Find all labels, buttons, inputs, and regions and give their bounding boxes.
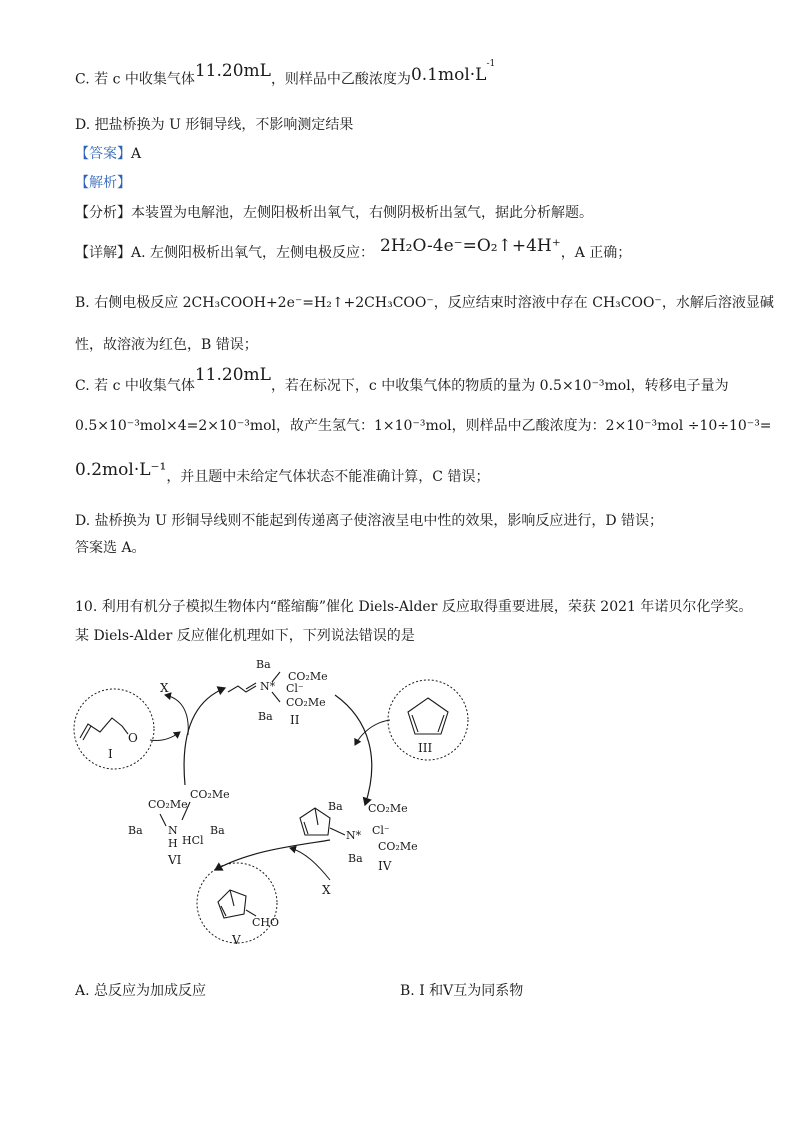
option-b: B. I 和V互为同系物 xyxy=(400,983,524,999)
fenxi-label: 【分析】 xyxy=(75,205,131,221)
c-line3-conc: 0.2mol·L⁻¹ xyxy=(75,460,167,480)
answer-line xyxy=(75,144,141,164)
i-arrow xyxy=(150,732,180,741)
x-bottom-label: X xyxy=(322,883,331,897)
fenxi-text: 本装置为电解池，左侧阳极析出氧气，右侧阴极析出氢气，据此分析解题。 xyxy=(131,205,593,221)
answer-value: A xyxy=(131,146,142,162)
option-c-conc-sup: -1 xyxy=(486,59,496,69)
label-i: I xyxy=(108,747,113,761)
compound-v-circle xyxy=(197,863,280,943)
c-line3-rest: ，并且题中未给定气体状态不能准确计算，C 错误； xyxy=(166,469,490,485)
cycle-arc-right xyxy=(335,695,372,805)
iv-cl: Cl⁻ xyxy=(372,824,390,837)
answer-label: 【答案】 xyxy=(75,146,131,162)
iv-co2me-bottom: CO₂Me xyxy=(378,840,418,853)
v-cho: CHO xyxy=(252,916,280,929)
c-line2: 0.5×10⁻³mol×4=2×10⁻³mol，故产生氢气：1×10⁻³mol，则样品中乙酸浓度为：2×10⁻³mol ÷10÷10⁻³= xyxy=(75,418,772,434)
x-bottom-arrow xyxy=(290,848,330,880)
q10-line1: 10. 利用有机分子模拟生物体内“醛缩酶”催化 Diels-Alder 反应取得重要进展，荣获 2021 年诺贝尔化学奖。 xyxy=(75,599,753,615)
iii-arrow xyxy=(355,720,390,745)
x-top-label: X xyxy=(160,681,169,695)
d-line: D. 盐桥换为 U 形铜导线则不能起到传递离子使溶液呈电中性的效果，影响反应进行，D 错误； xyxy=(75,513,663,529)
xiangjie-label: 【详解】 xyxy=(75,245,131,261)
compound-v-bicycle xyxy=(218,890,246,918)
xiangjie-line xyxy=(75,236,632,263)
vi-co2me-left: CO₂Me xyxy=(148,798,188,811)
option-c-volume: 11.20mL xyxy=(194,60,271,81)
vi-ba-left: Ba xyxy=(128,824,143,837)
answer-selection: 答案选 A。 xyxy=(75,540,146,556)
iv-ba-bottom: Ba xyxy=(348,852,363,865)
acrolein-o: O xyxy=(128,731,138,745)
ii-ba-bottom: Ba xyxy=(258,710,273,723)
iv-ba-top: Ba xyxy=(328,800,343,813)
vi-ba-right: Ba xyxy=(210,824,225,837)
compound-iv-bicycle xyxy=(300,808,330,835)
option-c-middle: ，则样品中乙酸浓度为 xyxy=(270,71,411,88)
reaction-mechanism-diagram xyxy=(0,640,800,960)
x-top-arrow xyxy=(165,695,188,735)
b-line2: 性，故溶液为红色，B 错误； xyxy=(75,337,258,353)
ii-ba-top: Ba xyxy=(256,658,271,671)
label-iii: III xyxy=(418,741,433,755)
q10-line2: 某 Diels-Alder 反应催化机理如下，下列说法错误的是 xyxy=(75,628,415,644)
c-line1-prefix: C. 若 c 中收集气体 xyxy=(75,378,195,394)
option-c-conc: 0.1mol·L xyxy=(410,64,487,85)
label-ii: II xyxy=(290,713,300,727)
c-line3 xyxy=(75,460,490,487)
vi-n: N xyxy=(168,824,178,837)
cycle-arc-bottom xyxy=(215,840,330,870)
a-equation: 2H₂O-4e⁻=O₂↑+4H⁺ xyxy=(380,236,561,256)
a-end: ，A 正确； xyxy=(560,245,632,261)
compound-ii-chain xyxy=(228,686,256,692)
label-vi: VI xyxy=(168,853,182,867)
option-c-line xyxy=(75,59,496,90)
iv-co2me-top: CO₂Me xyxy=(368,802,408,815)
label-iv: IV xyxy=(378,859,392,873)
ii-co2me-bottom: CO₂Me xyxy=(286,696,326,709)
analysis-label: 【解析】 xyxy=(75,175,131,191)
vi-hcl: HCl xyxy=(182,834,204,847)
compound-i-circle xyxy=(74,689,154,769)
b-line1: B. 右侧电极反应 2CH₃COOH+2e⁻=H₂↑+2CH₃COO⁻，反应结束时溶液中存在 CH₃COO⁻，水解后溶液显碱 xyxy=(75,295,774,311)
c-line1-rest: ，若在标况下，c 中收集气体的物质的量为 0.5×10⁻³mol，转移电子量为 xyxy=(270,378,729,394)
ii-cl: Cl⁻ xyxy=(286,682,304,695)
cycle-arc-top xyxy=(184,688,225,785)
option-a: A. 总反应为加成反应 xyxy=(75,983,207,999)
ii-co2me-top: CO₂Me xyxy=(288,670,328,683)
label-v: V xyxy=(232,933,241,947)
ii-nstar: N* xyxy=(260,680,276,693)
vi-h: H xyxy=(168,837,178,850)
xiangjie-text: A. 左侧阳极析出氧气，左侧电极反应： xyxy=(131,245,375,261)
cyclopentadiene-ring xyxy=(408,698,448,734)
option-d-line: D. 把盐桥换为 U 形铜导线，不影响测定结果 xyxy=(75,117,354,133)
vi-co2me-right: CO₂Me xyxy=(190,788,230,801)
c-line1 xyxy=(75,365,729,396)
option-c-prefix: C. 若 c 中收集气体 xyxy=(75,71,195,88)
fenxi-line xyxy=(75,203,593,223)
c-line1-volume: 11.20mL xyxy=(194,365,271,385)
iv-nstar: N* xyxy=(346,829,362,842)
